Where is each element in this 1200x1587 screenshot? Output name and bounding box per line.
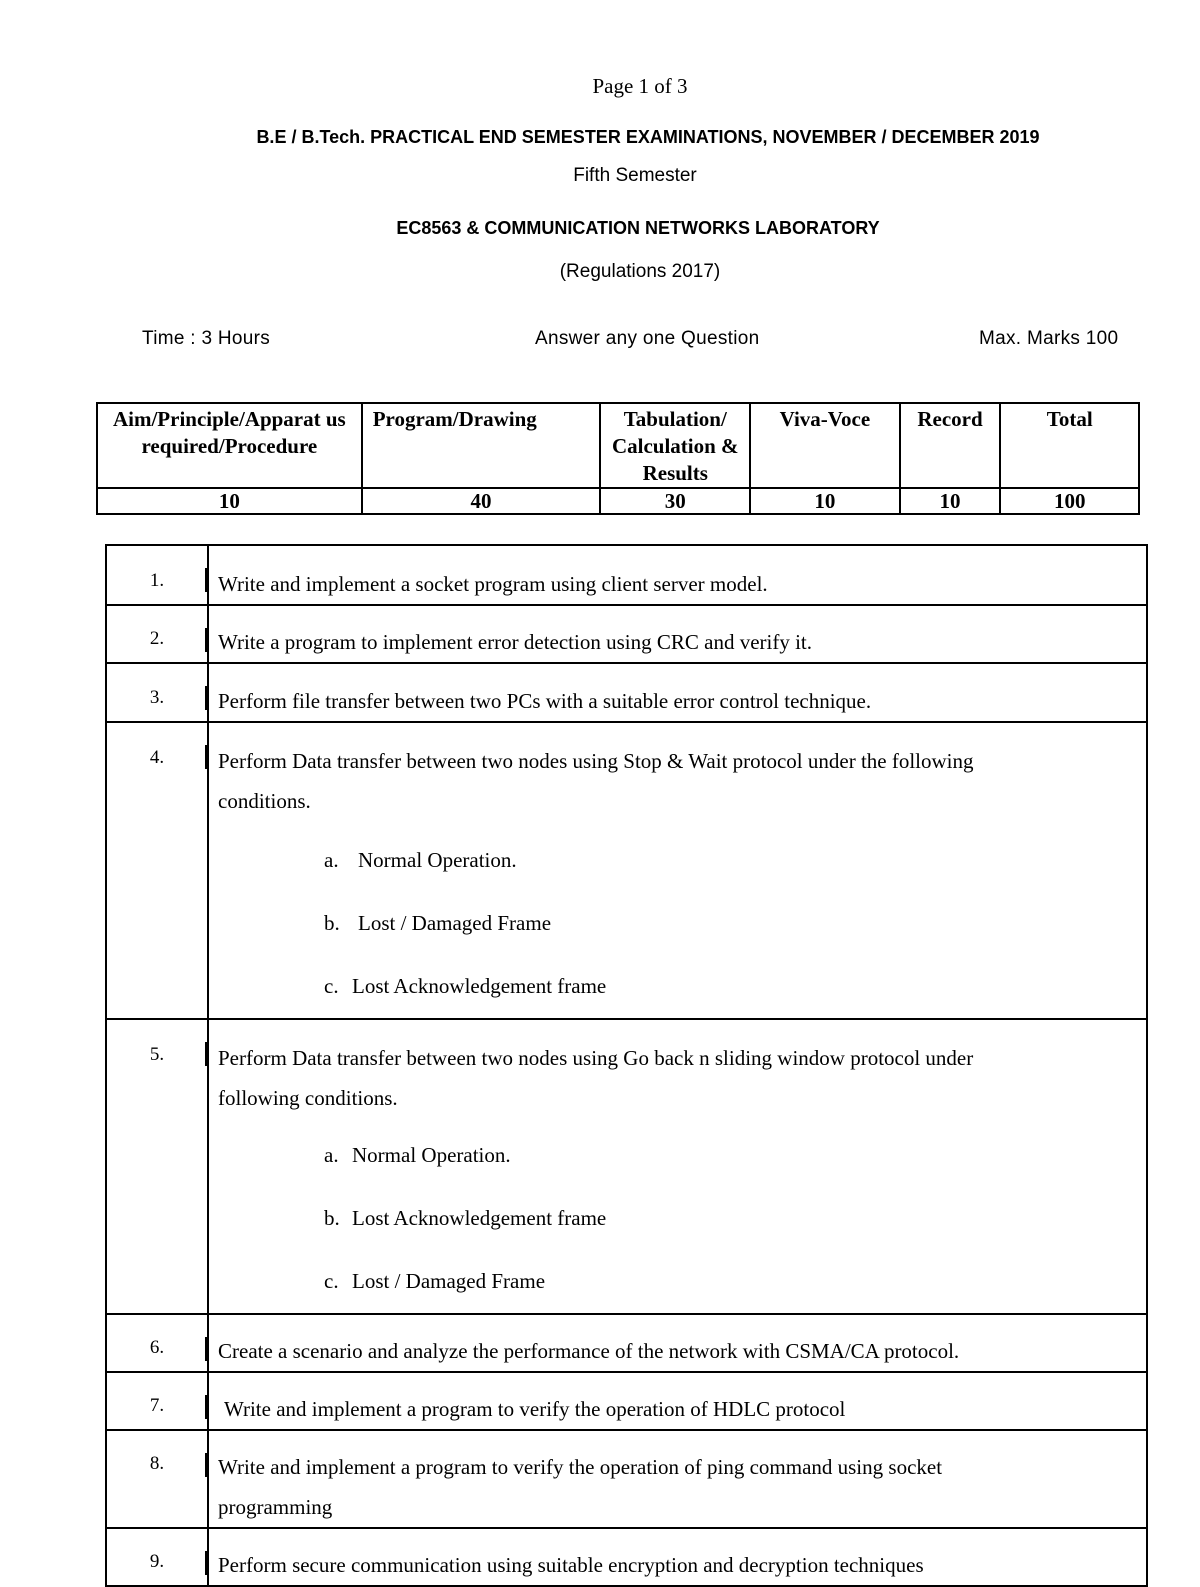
marks-distribution-table — [96, 402, 1140, 515]
marks-header-row — [97, 403, 1139, 488]
question-text: Write and implement a socket program using client server model. — [208, 545, 1147, 605]
question-row — [106, 1019, 1147, 1314]
sub-item: c. Lost Acknowledgement frame — [324, 974, 607, 998]
marks-value-cell: 10 — [97, 488, 362, 514]
marks-value-cell: 40 — [362, 488, 601, 514]
question-row — [106, 1528, 1147, 1586]
question-list-table — [105, 544, 1148, 1587]
question-text: Write and implement a program to verify the operation of ping command using socket programming — [208, 1430, 1147, 1528]
question-text: Perform secure communication using suitable encryption and decryption techniques — [208, 1528, 1147, 1586]
question-number: 9. — [106, 1528, 208, 1586]
question-row — [106, 722, 1147, 1019]
marks-header-cell: Tabulation/ Calculation & Results — [600, 403, 750, 488]
max-marks: Max. Marks 100 — [979, 328, 1119, 349]
question-number: 7. — [106, 1372, 208, 1430]
question-number: 4. — [106, 722, 208, 1019]
marks-header-cell: Total — [1000, 403, 1139, 488]
marks-value-cell: 100 — [1000, 488, 1139, 514]
question-number: 3. — [106, 663, 208, 722]
sub-item: b. Lost Acknowledgement frame — [324, 1206, 607, 1230]
question-text: Create a scenario and analyze the performance of the network with CSMA/CA protocol. — [208, 1314, 1147, 1372]
question-number: 6. — [106, 1314, 208, 1372]
question-text: Write a program to implement error detection using CRC and verify it. — [208, 605, 1147, 663]
question-row — [106, 545, 1147, 605]
marks-value-cell: 10 — [750, 488, 899, 514]
marks-value-cell: 10 — [900, 488, 1001, 514]
subject-title: EC8563 & COMMUNICATION NETWORKS LABORATORY — [396, 218, 880, 238]
exam-duration: Time : 3 Hours — [142, 328, 271, 349]
question-number: 2. — [106, 605, 208, 663]
question-row — [106, 1372, 1147, 1430]
marks-value-cell: 30 — [600, 488, 750, 514]
question-row — [106, 605, 1147, 663]
question-text: Perform Data transfer between two nodes using Go back n sliding window protocol under following conditions. a. Normal Operation. b. Lost Acknowledgement frame c. Lost / Damaged Frame — [208, 1019, 1147, 1314]
semester: Fifth Semester — [573, 165, 697, 186]
sub-item: a. Normal Operation. — [324, 1143, 511, 1167]
question-number: 8. — [106, 1430, 208, 1528]
marks-header-cell: Record — [900, 403, 1001, 488]
question-row — [106, 1430, 1147, 1528]
marks-header-cell: Viva-Voce — [750, 403, 899, 488]
question-number: 1. — [106, 545, 208, 605]
exam-title: B.E / B.Tech. PRACTICAL END SEMESTER EXAMINATIONS, NOVEMBER / DECEMBER 2019 — [256, 127, 1040, 147]
question-number: 5. — [106, 1019, 208, 1314]
sub-item: a. Normal Operation. — [324, 848, 517, 872]
question-text: Perform Data transfer between two nodes using Stop & Wait protocol under the following conditions. a. Normal Operation. b. Lost / Damaged Frame c. Lost Acknowledgement frame — [208, 722, 1147, 1019]
sub-item: c. Lost / Damaged Frame — [324, 1269, 546, 1293]
marks-value-row — [97, 488, 1139, 514]
page-number: Page 1 of 3 — [592, 74, 688, 98]
question-text: Perform file transfer between two PCs with a suitable error control technique. — [208, 663, 1147, 722]
question-row — [106, 663, 1147, 722]
marks-header-cell: Aim/Principle/Apparat us required/Procedure — [97, 403, 362, 488]
question-row — [106, 1314, 1147, 1372]
exam-instruction: Answer any one Question — [535, 328, 760, 349]
regulations: (Regulations 2017) — [559, 261, 721, 282]
sub-item: b. Lost / Damaged Frame — [324, 911, 552, 935]
marks-header-cell: Program/Drawing — [362, 403, 601, 488]
question-text: Write and implement a program to verify the operation of HDLC protocol — [208, 1372, 1147, 1430]
